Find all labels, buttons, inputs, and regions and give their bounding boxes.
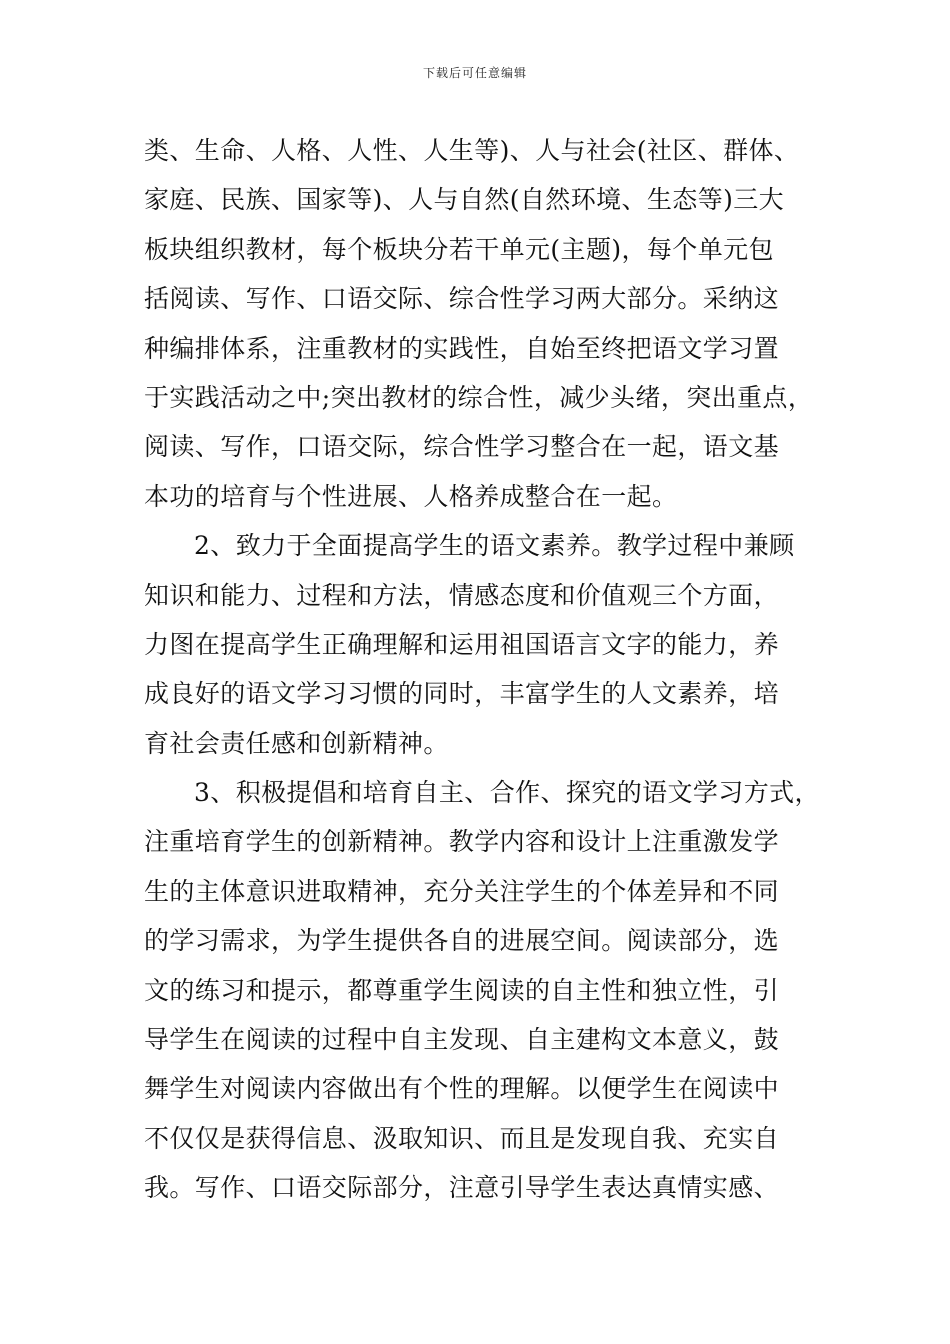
- text-line: 育社会责任感和创新精神。: [144, 728, 449, 758]
- text-line: 生的主体意识进取精神，充分关注学生的个体差异和不同: [144, 876, 780, 906]
- text-line: 家庭、民族、国家等)、人与自然(自然环境、生态等)三大: [144, 185, 785, 215]
- text-line: 不仅仅是获得信息、汲取知识、而且是发现自我、充实自: [144, 1123, 780, 1153]
- text-line: 的学习需求，为学生提供各自的进展空间。阅读部分，选: [144, 926, 780, 956]
- text-line: 种编排体系，注重教材的实践性，自始至终把语文学习置: [144, 333, 780, 363]
- text-line: 舞学生对阅读内容做出有个性的理解。以便学生在阅读中: [144, 1074, 780, 1104]
- text-line: 2、致力于全面提高学生的语文素养。教学过程中兼顾: [194, 531, 795, 561]
- text-line: 我。写作、口语交际部分，注意引导学生表达真情实感、: [144, 1173, 780, 1203]
- body-text: [144, 126, 820, 1213]
- text-line: 3、积极提倡和培育自主、合作、探究的语文学习方式，: [194, 778, 820, 808]
- text-line: 于实践活动之中;突出教材的综合性，减少头绪，突出重点，: [144, 382, 814, 412]
- text-line: 成良好的语文学习习惯的同时，丰富学生的人文素养，培: [144, 679, 780, 709]
- text-line: 类、生命、人格、人性、人生等)、人与社会(社区、群体、: [144, 136, 800, 165]
- text-line: 注重培育学生的创新精神。教学内容和设计上注重激发学: [144, 827, 780, 857]
- text-line: 本功的培育与个性进展、人格养成整合在一起。: [144, 481, 678, 511]
- text-line: 板块组织教材，每个板块分若干单元(主题)，每个单元包: [144, 234, 774, 264]
- text-line: 导学生在阅读的过程中自主发现、自主建构文本意义，鼓: [144, 1025, 780, 1055]
- header-note: 下载后可任意编辑: [422, 66, 527, 80]
- text-line: 知识和能力、过程和方法，情感态度和价值观三个方面，: [144, 580, 780, 610]
- text-line: 括阅读、写作、口语交际、综合性学习两大部分。采纳这: [144, 284, 780, 314]
- text-line: 文的练习和提示，都尊重学生阅读的自主性和独立性，引: [144, 975, 780, 1005]
- text-line: 阅读、写作，口语交际，综合性学习整合在一起，语文基: [144, 432, 780, 462]
- text-line: 力图在提高学生正确理解和运用祖国语言文字的能力，养: [144, 629, 780, 659]
